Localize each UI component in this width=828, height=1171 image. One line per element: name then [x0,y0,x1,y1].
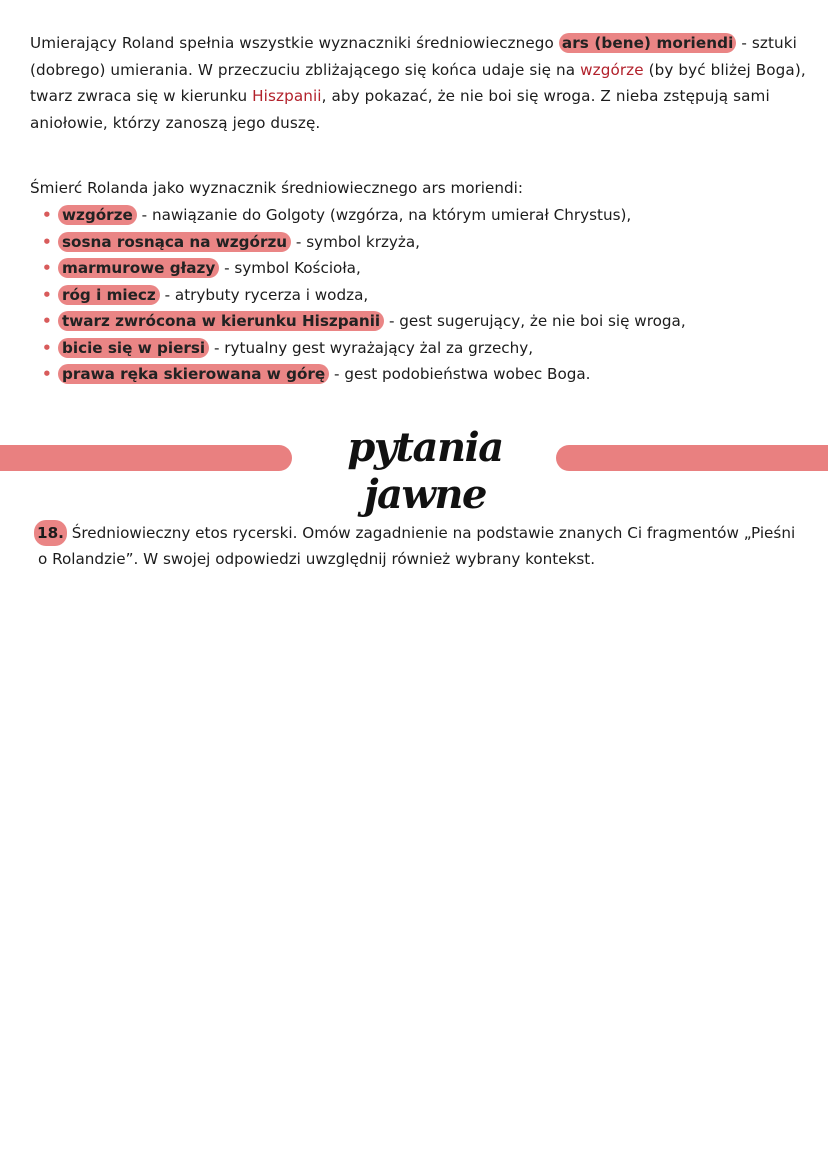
highlight-term: bicie się w piersi [58,338,209,358]
highlight-term: sosna rosnąca na wzgórzu [58,232,291,252]
list-item [42,361,810,387]
ars-moriendi-section [30,175,810,388]
question-18 [38,520,808,572]
red-term-wzgorze: wzgórze [580,60,644,79]
list-item [42,335,810,361]
highlight-term: marmurowe głazy [58,258,219,278]
bullet-icon: • [42,232,52,251]
intro-text-3: (by być bliżej Boga), twarz zwraca się w kierunku [30,60,806,105]
banner-title: pytania jawne [347,424,503,518]
term-description: - nawiązanie do Golgoty (wzgórza, na którym umierał Chrystus), [136,206,632,224]
list-item [42,282,810,308]
term-description: - rytualny gest wyrażający żal za grzechy, [209,338,534,357]
red-term-hiszpanii: Hiszpanii [252,87,322,105]
intro-text-1: Umierający Roland spełnia wszystkie wyznaczniki średniowiecznego [30,34,554,52]
highlight-term: wzgórze [58,205,137,225]
bullet-icon: • [42,285,52,304]
bullet-icon: • [42,206,52,224]
bullet-icon: • [42,312,52,330]
highlight-ars-moriendi: ars (bene) moriendi [559,33,737,53]
ars-moriendi-list [30,202,810,387]
bullet-icon: • [42,338,52,357]
intro-text-4: , aby pokazać, że nie boi się wroga. Z nieba zstępują sami aniołowie, którzy zanoszą jego duszę. [30,87,770,132]
list-item [42,229,810,255]
bullet-icon: • [42,259,52,277]
highlight-term: róg i miecz [58,285,160,305]
term-description: - symbol krzyża, [291,232,421,251]
question-text: Średniowieczny etos rycerski. Omów zagadnienie na podstawie znanych Ci fragmentów „Pieśni o Rolandzie”. W swojej odpowiedzi uwzględnij również wybrany kontekst. [38,524,796,568]
banner-bar-right [556,445,828,471]
intro-text-2: - sztuki (dobrego) umierania. W przeczuciu zbliżającego się końca udaje się na [30,34,797,79]
term-description: - symbol Kościoła, [219,259,361,277]
list-item [42,202,810,228]
list-item [42,308,810,334]
section-banner [0,424,828,518]
term-description: - gest sugerujący, że nie boi się wroga, [384,312,686,330]
list-item [42,255,810,281]
highlight-term: prawa ręka skierowana w górę [58,364,329,384]
term-description: - atrybuty rycerza i wodza, [159,285,369,304]
term-description: - gest podobieństwa wobec Boga. [329,365,591,383]
banner-bar-left [0,445,292,471]
section-lead: Śmierć Rolanda jako wyznacznik średniowiecznego ars moriendi: [30,179,523,197]
highlight-term: twarz zwrócona w kierunku Hiszpanii [58,311,384,331]
question-number: 18. [34,520,67,546]
intro-paragraph [30,30,810,136]
bullet-icon: • [42,365,52,383]
